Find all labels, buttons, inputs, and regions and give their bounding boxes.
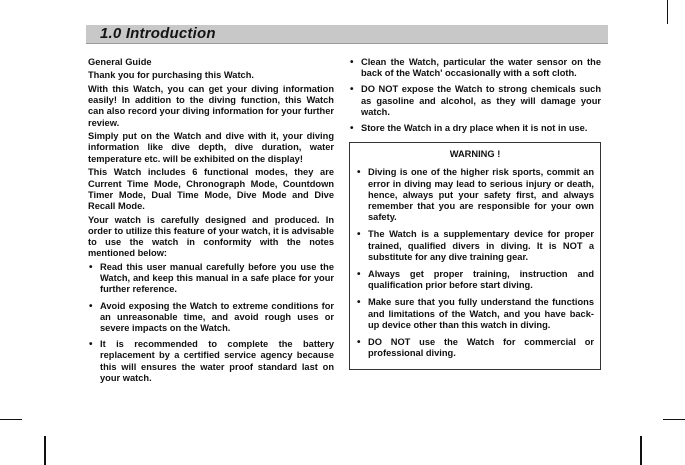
warning-list xyxy=(356,167,594,359)
paragraph: With this Watch, you can get your diving information easily! In addition to the diving function, this Watch can also record your diving information for your further review. xyxy=(88,83,334,128)
warning-item: • The Watch is a supplementary device for proper trained, qualified divers in diving. It is NOT a substitute for any dive training gear. xyxy=(356,229,594,263)
list-item: • Clean the Watch, particular the water sensor on the back of the Watch' occasionally with a soft cloth. xyxy=(349,57,601,79)
warning-item: • Diving is one of the higher risk sports, commit an error in diving may lead to serious injury or death, hence, always put your safety first, and always remember that you are responsible for your own safety. xyxy=(356,167,594,223)
list-item: • Avoid exposing the Watch to extreme conditions for an unreasonable time, and avoid rough uses or severe impacts on the Watch. xyxy=(88,301,334,335)
list-item: • DO NOT expose the Watch to strong chemicals such as gasoline and alcohol, as they will damage your watch. xyxy=(349,84,601,118)
warning-box xyxy=(349,142,601,370)
warning-item: • Make sure that you fully understand the functions and limitations of the Watch, and you have back-up device other than this watch in diving. xyxy=(356,297,594,331)
paragraph: Thank you for purchasing this Watch. xyxy=(88,70,254,81)
left-column xyxy=(88,57,334,389)
warning-item: • Always get proper training, instruction and qualification prior before start diving. xyxy=(356,269,594,291)
list-item: • It is recommended to complete the battery replacement by a certified service agency because this will ensures the water proof standard last on your watch. xyxy=(88,339,334,384)
notes-list xyxy=(88,262,334,384)
paragraph: Simply put on the Watch and dive with it, your diving information like dive depth, dive duration, water temperature etc. will be exhibited on the display! xyxy=(88,131,334,164)
paragraph: This Watch includes 6 functional modes, they are Current Time Mode, Chronograph Mode, Countdown Timer Mode, Dual Time Mode, Dive Mode and Dive Recall Mode. xyxy=(88,167,334,211)
crop-mark-top-right xyxy=(667,0,668,24)
crop-mark-left xyxy=(0,419,22,420)
list-item: • Read this user manual carefully before you use the Watch, and keep this manual in a safe place for your further reference. xyxy=(88,262,334,296)
right-column xyxy=(349,57,601,370)
list-item: • Store the Watch in a dry place when it is not in use. xyxy=(349,123,601,134)
subtitle: General Guide xyxy=(88,57,152,67)
crop-mark-right xyxy=(663,419,685,420)
warning-item: • DO NOT use the Watch for commercial or professional diving. xyxy=(356,337,594,359)
paragraph: Your watch is carefully designed and produced. In order to utilize this feature of your watch, it is advisable to use the watch in conformity with the notes mentioned below: xyxy=(88,214,334,259)
section-title: 1.0 Introduction xyxy=(100,25,216,42)
crop-mark-bottom-right xyxy=(640,436,642,465)
section-title-bar xyxy=(86,25,608,44)
warning-title: WARNING ! xyxy=(449,149,501,160)
crop-mark-bottom-left xyxy=(44,436,46,465)
care-list xyxy=(349,57,601,134)
